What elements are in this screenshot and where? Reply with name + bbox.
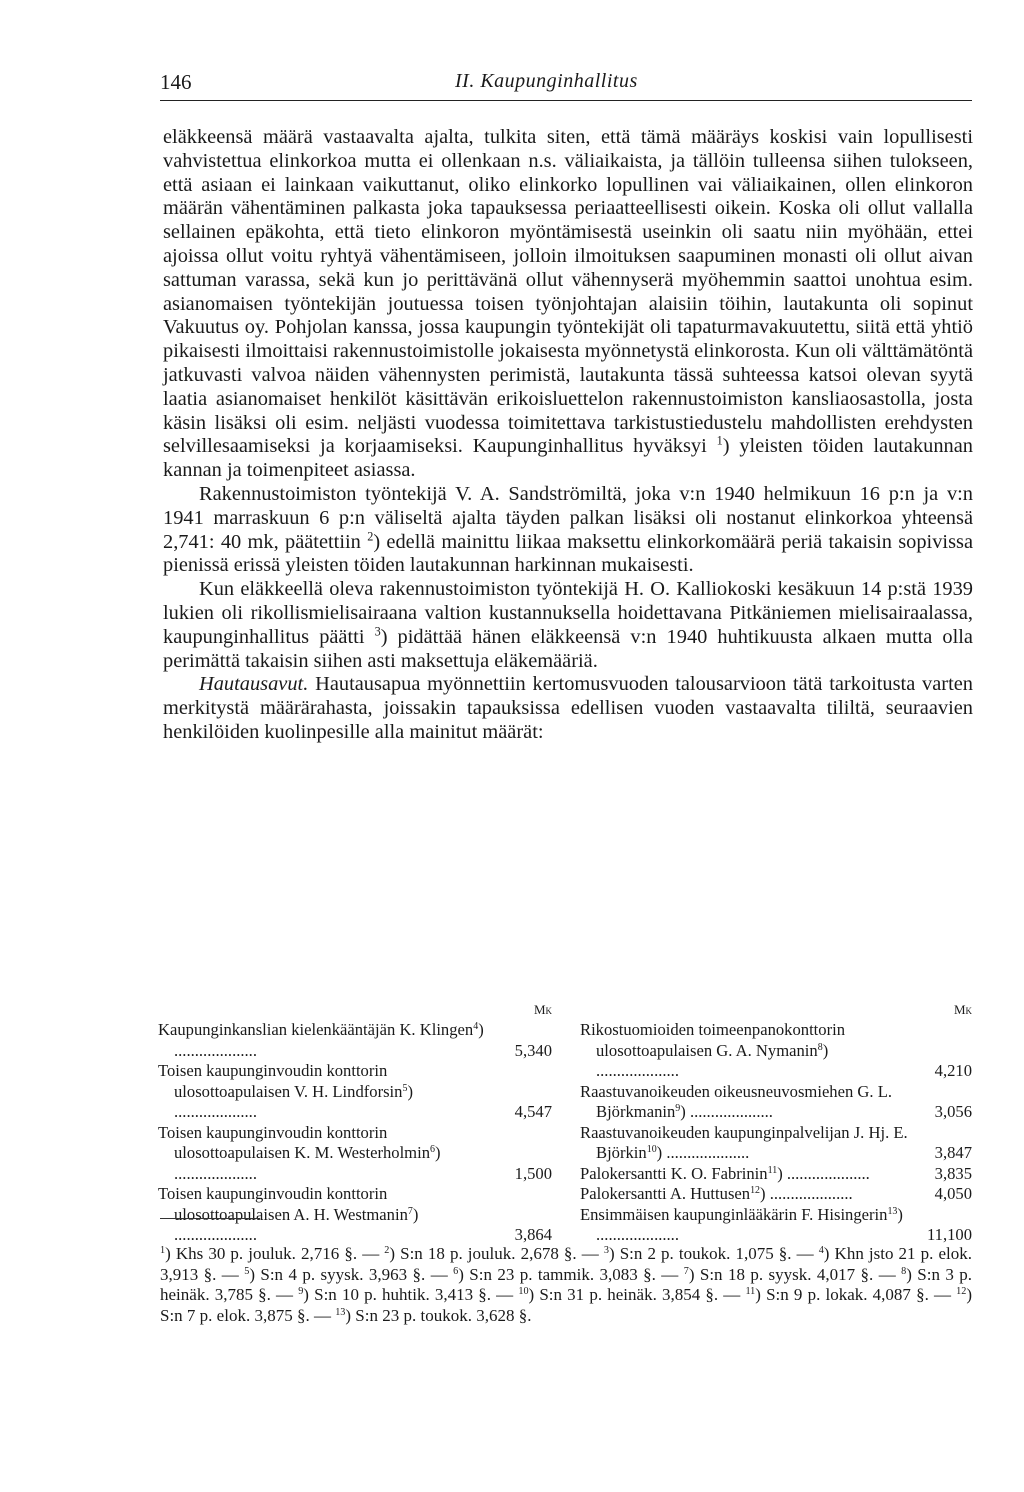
- footnote-number: 5: [244, 1265, 250, 1277]
- footnotes: [160, 1244, 972, 1326]
- amounts-table-left: [158, 1002, 552, 1246]
- footnote-number: 13: [335, 1306, 346, 1318]
- body-text: [163, 126, 973, 745]
- footnote-item: ) S:n 2 p. toukok. 1,075 §. —: [608, 1244, 819, 1263]
- table-row: [158, 1123, 552, 1185]
- footnote-number: 8: [901, 1265, 907, 1277]
- entry-label: Palokersantti K. O. Fabrinin$^{11}$) ....................: [580, 1163, 870, 1183]
- table-row: [580, 1123, 972, 1164]
- paragraph-4-text: Hautausapua myönnettiin kertomusvuoden talousarvioon tätä tarkoitusta varten merkitystä määrärahasta, joissakin tapauksissa edellisen vuoden vastaavalta tililtä, seuraavien henkilöiden kuolinpesille alla mainitut määrät:: [163, 673, 973, 743]
- footnote-item: ) S:n 31 p. heinäk. 3,854 §. —: [528, 1285, 746, 1304]
- entry-amount: 11,100: [926, 1225, 972, 1244]
- footnote-ref: 7: [407, 1205, 413, 1217]
- entry-label: Toisen kaupunginvoudin konttorin ulosottoapulaisen A. H. Westmanin$^7$) ....................: [158, 1184, 419, 1244]
- footnote-ref: 6: [430, 1144, 435, 1156]
- entry-amount: 4,050: [934, 1184, 972, 1203]
- footnote-number: 4: [818, 1244, 824, 1256]
- entry-label: Rikostuomioiden toimeenpanokonttorin ulosottoapulaisen G. A. Nymanin$^8$) ....................: [580, 1020, 846, 1080]
- footnote-number: 7: [683, 1265, 689, 1277]
- table-row: [580, 1164, 972, 1185]
- entry-amount: 3,847: [934, 1143, 972, 1162]
- table-row: [158, 1020, 552, 1061]
- entry-amount: 3,864: [514, 1225, 552, 1244]
- footnote-item: ) S:n 18 p. syysk. 4,017 §. —: [688, 1264, 902, 1284]
- footnote-number: 10: [518, 1285, 529, 1297]
- entry-amount: 3,835: [934, 1163, 972, 1183]
- footnote-ref: 12: [750, 1185, 761, 1197]
- footnote-item: ) S:n 23 p. tammik. 3,083 §. —: [458, 1264, 684, 1284]
- footnote-ref: 13: [887, 1205, 898, 1217]
- unit-header: Mk: [953, 1002, 972, 1017]
- page-number: 146: [160, 70, 192, 94]
- footnote-divider: [160, 1218, 260, 1219]
- footnote-item: ) S:n 3 p. heinäk. 3,785 §. —: [160, 1264, 973, 1304]
- paragraph-1-end: ) yleisten töiden lautakunnan kannan ja toimenpiteet asiassa.: [163, 435, 973, 482]
- footnote-ref: 3: [374, 624, 381, 639]
- footnote-number: 1: [160, 1244, 166, 1256]
- entry-label: Toisen kaupunginvoudin konttorin ulosottoapulaisen K. M. Westerholmin$^6$) ....................: [158, 1122, 441, 1183]
- footnote-number: 9: [298, 1285, 304, 1297]
- footnote-text: [160, 1244, 972, 1326]
- table-row: [580, 1020, 972, 1082]
- entry-amount: 4,210: [934, 1061, 972, 1080]
- paragraph-3: [163, 578, 973, 673]
- entry-label: Raastuvanoikeuden kaupunginpalvelijan J. Hj. E. Björkin$^{10}$) ....................: [580, 1122, 908, 1162]
- footnote-item: ) S:n 7 p. elok. 3,875 §. —: [160, 1285, 972, 1325]
- table-row: [580, 1205, 972, 1246]
- footnote-ref: 2: [367, 529, 374, 544]
- entry-amount: 5,340: [514, 1040, 552, 1060]
- footnote-item: ) S:n 9 p. lokak. 4,087 §. —: [755, 1285, 957, 1304]
- page-header: [160, 70, 972, 101]
- running-title: II. Kaupunginhallitus: [455, 70, 638, 92]
- footnote-ref: 11: [767, 1164, 778, 1176]
- footnote-ref: 9: [675, 1103, 681, 1115]
- entry-amount: 1,500: [514, 1163, 552, 1183]
- footnote-number: 3: [603, 1244, 609, 1256]
- footnote-number: 12: [956, 1285, 967, 1297]
- footnote-item: ) S:n 10 p. huhtik. 3,413 §. —: [303, 1285, 519, 1304]
- paragraph-2-end: ) edellä mainittu liikaa maksettu elinkorkomäärä periä takaisin sopivissa pienissä erissä yleisten töiden lautakunnan harkinnan mukaisesti.: [163, 530, 973, 577]
- table-row: [580, 1184, 972, 1205]
- table-row: [158, 1184, 552, 1246]
- paragraph-1: [163, 126, 973, 483]
- section-lead: Hautausavut.: [199, 673, 309, 696]
- footnote-ref: 10: [646, 1144, 657, 1156]
- table-row: [580, 1082, 972, 1123]
- footnote-ref: 1: [716, 434, 723, 449]
- footnote-ref: 5: [402, 1082, 408, 1094]
- entry-amount: 3,056: [934, 1102, 972, 1121]
- paragraph-2: [163, 483, 973, 578]
- footnote-item: ) S:n 18 p. jouluk. 2,678 §. —: [389, 1244, 604, 1263]
- paragraph-2-text: Rakennustoimiston työntekijä V. A. Sandströmiltä, joka v:n 1940 helmikuun 16 p:n ja v:n 1941 marraskuun 6 p:n väliseltä ajalta täyden palkan lisäksi oli nostanut elinkorkoa yhteensä 2,741: 40 mk, päätettiin: [163, 482, 973, 553]
- entry-label: Toisen kaupunginvoudin konttorin ulosottoapulaisen V. H. Lindforsin$^5$) ....................: [158, 1061, 413, 1121]
- paragraph-3-end: ) pidättää hänen eläkkeensä v:n 1940 huhtikuusta alkaen mutta olla perimättä takaisin siihen asti maksettuja eläkemääriä.: [163, 625, 973, 672]
- footnote-item: ) S:n 4 p. syysk. 3,963 §. —: [249, 1264, 454, 1284]
- footnote-number: 6: [453, 1265, 459, 1277]
- paragraph-3-text: Kun eläkkeellä oleva rakennustoimiston työntekijä H. O. Kalliokoski kesäkuun 14 p:stä 1939 lukien oli rikollismielisairaana valtion kustannuksella hoidettavana Pitkäniemen mielisairaalassa, kaupunginhallitus päätti: [163, 578, 973, 648]
- footnote-item: ) Khs 30 p. jouluk. 2,716 §. —: [165, 1244, 385, 1263]
- entry-amount: 4,547: [514, 1102, 552, 1121]
- table-row: [158, 1061, 552, 1123]
- footnote-item: ) S:n 23 p. toukok. 3,628 §.: [345, 1305, 532, 1325]
- entry-label: Raastuvanoikeuden oikeusneuvosmiehen G. L. Björkmanin$^9$) ....................: [580, 1081, 892, 1121]
- paragraph-1-text: eläkkeensä määrä vastaavalta ajalta, tulkita siten, että tämä määräys koskisi vain lopullisesti vahvistettua elinkorkoa mutta ei ollenkaan n.s. väliaikaista, ja tällöin tulleensa siihen tulokseen, että asiaan ei lainkaan vaikuttanut, oliko elinkorko lopullinen vai väliaikainen, ollen elinkoron määrän vähentäminen palkasta joka tapauksessa periaatteellisesti oikein. Koska oli ollut vallalla sellainen epäkohta, että tieto elinkoron myöntämisestä useinkin oli saatu niin myöhään, ettei ajoissa ollut voitu ryhtyä vähentämiseen, jolloin ilmoituksen saapuminen monasti oli ollut aivan sattuman varassa, sekä kun jo perittävänä ollut vähennyserä myöhemmin saattoi unohtua esim. asianomaisen työntekijän joutuessa toisen työnjohtajan alaisiin töihin, lautakunta oli sopinut Vakuutus oy. Pohjolan kanssa, jossa kaupungin työntekijät oli tapaturmavakuutettu, siitä että yhtiö pikaisesti ilmoittaisi rakennustoimistolle jokaisesta myönnetystä elinkorosta. Kun oli välttämätöntä jatkuvasti valvoa näiden vähennysten perimistä, lautakunta tässä suhteessa katsoi olevan syytä laatia asianomaiset henkilöt käsittävän erikoisluettelon rakennustoimiston kansliaosastolla, josta käsin lisäksi oli esim. neljästi vuodessa toimitettava tarkistustiedustelu mahdollisten erehdysten selvillesaamiseksi ja korjaamiseksi. Kaupunginhallitus hyväksyi: [163, 126, 973, 458]
- footnote-number: 11: [745, 1285, 756, 1297]
- amounts-table-right: [580, 1002, 972, 1246]
- unit-header: Mk: [533, 1002, 552, 1017]
- footnote-ref: 8: [817, 1041, 823, 1053]
- entry-label: Ensimmäisen kaupunginlääkärin F. Hisingerin$^{13}$) ....................: [580, 1204, 903, 1244]
- entry-label: Palokersantti A. Huttusen$^{12}$) ....................: [580, 1184, 853, 1203]
- footnote-item: ) Khn jsto 21 p. elok. 3,913 §. —: [160, 1244, 972, 1284]
- entry-label: Kaupunginkanslian kielenkääntäjän K. Klingen$^4$) ....................: [158, 1020, 484, 1060]
- footnote-ref: 4: [473, 1021, 479, 1033]
- footnote-number: 2: [384, 1244, 390, 1256]
- paragraph-4: [163, 673, 973, 744]
